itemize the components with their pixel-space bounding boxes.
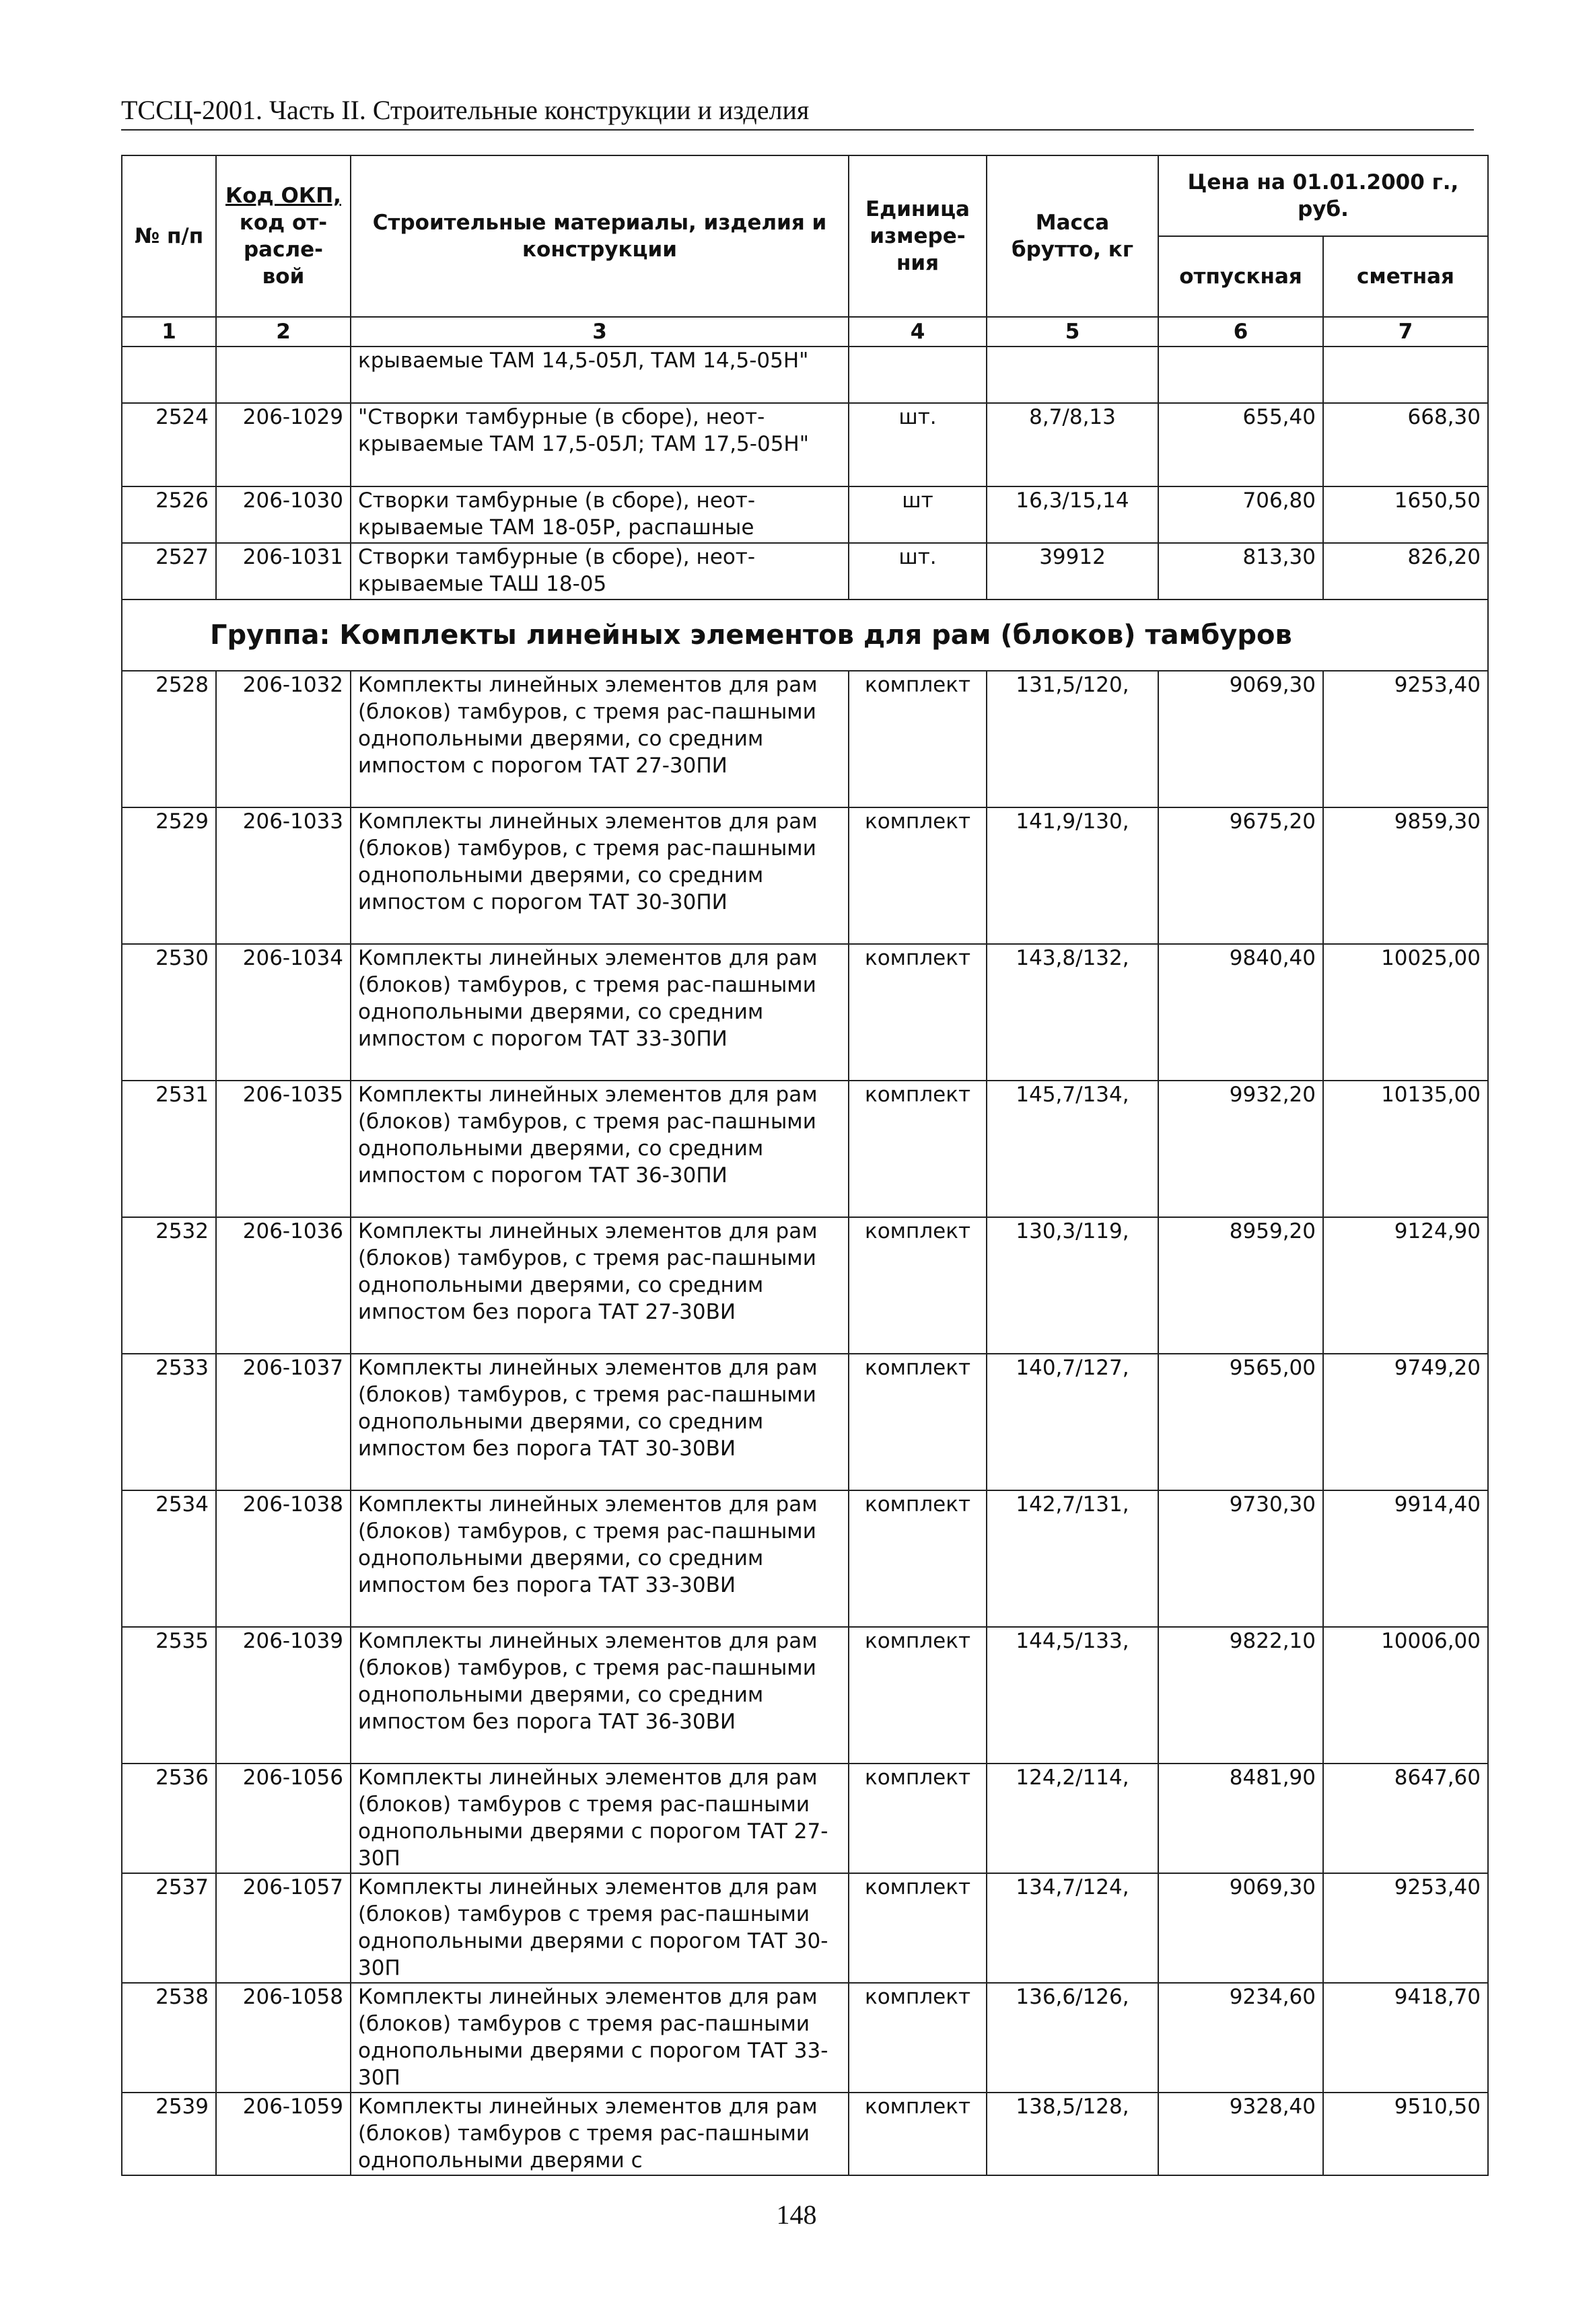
table-body-group: [122, 671, 1488, 2175]
column-number: 1: [122, 317, 216, 347]
row-code: 206-1037: [216, 1354, 351, 1490]
row-release-price: 9565,00: [1158, 1354, 1323, 1490]
column-number: 5: [987, 317, 1158, 347]
row-code: 206-1036: [216, 1217, 351, 1354]
header-price: Цена на 01.01.2000 г., руб.: [1158, 155, 1488, 236]
row-release-price: 8959,20: [1158, 1217, 1323, 1354]
column-number: 7: [1323, 317, 1488, 347]
row-estimate-price: 9914,40: [1323, 1490, 1488, 1627]
row-number: 2536: [122, 1764, 216, 1873]
row-release-price: 9675,20: [1158, 807, 1323, 944]
row-name: Комплекты линейных элементов для рам (блоков) тамбуров, с тремя рас-пашными однопольными дверями, со средним импостом без порога ТАТ 36-30ВИ: [351, 1627, 849, 1764]
row-release-price: 9932,20: [1158, 1081, 1323, 1217]
row-estimate-price: 8647,60: [1323, 1764, 1488, 1873]
row-release-price: 706,80: [1158, 486, 1323, 543]
row-unit: комплект: [849, 1081, 987, 1217]
column-number: 2: [216, 317, 351, 347]
row-estimate-price: 10135,00: [1323, 1081, 1488, 1217]
row-unit: комплект: [849, 807, 987, 944]
row-mass: 131,5/120,: [987, 671, 1158, 807]
row-number: 2528: [122, 671, 216, 807]
row-number: 2527: [122, 543, 216, 600]
row-mass: 8,7/8,13: [987, 403, 1158, 486]
row-mass: 138,5/128,: [987, 2093, 1158, 2175]
header-code: [216, 155, 351, 317]
row-code: 206-1057: [216, 1873, 351, 1983]
row-name: Комплекты линейных элементов для рам (блоков) тамбуров, с тремя рас-пашными однопольными дверями, со средним импостом с порогом ТАТ 36-30ПИ: [351, 1081, 849, 1217]
price-table: [121, 155, 1489, 2176]
column-number: 4: [849, 317, 987, 347]
page-header: ТССЦ-2001. Часть II. Строительные конструкции и изделия: [121, 94, 1474, 131]
row-name: "Створки тамбурные (в сборе), неот-крываемые ТАМ 17,5-05Л; ТАМ 17,5-05Н": [351, 403, 849, 486]
row-estimate-price: 826,20: [1323, 543, 1488, 600]
header-code-rest: код от- расле- вой: [239, 211, 328, 289]
row-mass: 141,9/130,: [987, 807, 1158, 944]
row-name: Комплекты линейных элементов для рам (блоков) тамбуров с тремя рас-пашными однопольными дверями с порогом ТАТ 33-30П: [351, 1983, 849, 2093]
row-estimate-price: 1650,50: [1323, 486, 1488, 543]
row-number: 2524: [122, 403, 216, 486]
header-estimate-price: сметная: [1323, 236, 1488, 317]
row-release-price: [1158, 347, 1323, 403]
row-number: 2533: [122, 1354, 216, 1490]
table-row: [122, 1983, 1488, 2093]
row-release-price: 9069,30: [1158, 671, 1323, 807]
row-unit: шт.: [849, 543, 987, 600]
row-release-price: 655,40: [1158, 403, 1323, 486]
table-row: [122, 807, 1488, 944]
row-number: 2538: [122, 1983, 216, 2093]
row-name: Комплекты линейных элементов для рам (блоков) тамбуров, с тремя рас-пашными однопольными дверями, со средним импостом с порогом ТАТ 30-30ПИ: [351, 807, 849, 944]
row-mass: 143,8/132,: [987, 944, 1158, 1081]
row-code: 206-1035: [216, 1081, 351, 1217]
table-row: [122, 1627, 1488, 1764]
table-row: [122, 543, 1488, 600]
row-estimate-price: 9749,20: [1323, 1354, 1488, 1490]
row-name: Комплекты линейных элементов для рам (блоков) тамбуров, с тремя рас-пашными однопольными дверями, со средним импостом без порога ТАТ 30-30ВИ: [351, 1354, 849, 1490]
row-number: [122, 347, 216, 403]
row-release-price: 813,30: [1158, 543, 1323, 600]
row-code: 206-1030: [216, 486, 351, 543]
row-release-price: 9730,30: [1158, 1490, 1323, 1627]
table-row: [122, 347, 1488, 403]
header-code-title: Код ОКП,: [225, 184, 341, 208]
row-name: Комплекты линейных элементов для рам (блоков) тамбуров с тремя рас-пашными однопольными дверями с порогом ТАТ 30-30П: [351, 1873, 849, 1983]
row-mass: 134,7/124,: [987, 1873, 1158, 1983]
row-number: 2539: [122, 2093, 216, 2175]
row-estimate-price: 9510,50: [1323, 2093, 1488, 2175]
row-code: 206-1034: [216, 944, 351, 1081]
row-unit: [849, 347, 987, 403]
row-name: Комплекты линейных элементов для рам (блоков) тамбуров с тремя рас-пашными однопольными дверями с: [351, 2093, 849, 2175]
row-number: 2537: [122, 1873, 216, 1983]
table-row: [122, 944, 1488, 1081]
row-number: 2534: [122, 1490, 216, 1627]
row-unit: комплект: [849, 671, 987, 807]
row-mass: 124,2/114,: [987, 1764, 1158, 1873]
row-mass: 130,3/119,: [987, 1217, 1158, 1354]
row-code: 206-1059: [216, 2093, 351, 2175]
row-mass: 136,6/126,: [987, 1983, 1158, 2093]
row-estimate-price: 9418,70: [1323, 1983, 1488, 2093]
row-mass: 39912: [987, 543, 1158, 600]
row-code: 206-1056: [216, 1764, 351, 1873]
row-estimate-price: 9253,40: [1323, 671, 1488, 807]
table-row: [122, 2093, 1488, 2175]
column-number: 6: [1158, 317, 1323, 347]
row-name: крываемые ТАМ 14,5-05Л, ТАМ 14,5-05Н": [351, 347, 849, 403]
table-header: [122, 155, 1488, 347]
row-release-price: 9840,40: [1158, 944, 1323, 1081]
table-row: [122, 1354, 1488, 1490]
row-name: Комплекты линейных элементов для рам (блоков) тамбуров с тремя рас-пашными однопольными дверями с порогом ТАТ 27-30П: [351, 1764, 849, 1873]
row-unit: комплект: [849, 1764, 987, 1873]
row-unit: комплект: [849, 944, 987, 1081]
header-num: № п/п: [122, 155, 216, 317]
table-row: [122, 403, 1488, 486]
row-code: [216, 347, 351, 403]
column-numbers-row: [122, 317, 1488, 347]
header-mass: Масса брутто, кг: [987, 155, 1158, 317]
row-unit: комплект: [849, 1627, 987, 1764]
header-release-price: отпускная: [1158, 236, 1323, 317]
row-name: Створки тамбурные (в сборе), неот-крываемые ТАМ 18-05Р, распашные: [351, 486, 849, 543]
row-name: Комплекты линейных элементов для рам (блоков) тамбуров, с тремя рас-пашными однопольными дверями, со средним импостом без порога ТАТ 27-30ВИ: [351, 1217, 849, 1354]
table-row: [122, 1873, 1488, 1983]
row-number: 2532: [122, 1217, 216, 1354]
row-estimate-price: 668,30: [1323, 403, 1488, 486]
row-unit: шт: [849, 486, 987, 543]
row-name: Комплекты линейных элементов для рам (блоков) тамбуров, с тремя рас-пашными однопольными дверями, со средним импостом с порогом ТАТ 27-30ПИ: [351, 671, 849, 807]
group-section: [122, 600, 1488, 671]
row-code: 206-1031: [216, 543, 351, 600]
row-code: 206-1032: [216, 671, 351, 807]
row-code: 206-1038: [216, 1490, 351, 1627]
row-code: 206-1029: [216, 403, 351, 486]
row-number: 2531: [122, 1081, 216, 1217]
table-row: [122, 1764, 1488, 1873]
table-body-top: [122, 347, 1488, 600]
row-unit: шт.: [849, 403, 987, 486]
table-row: [122, 671, 1488, 807]
table-row: [122, 1081, 1488, 1217]
row-estimate-price: 10006,00: [1323, 1627, 1488, 1764]
row-number: 2530: [122, 944, 216, 1081]
table-row: [122, 486, 1488, 543]
header-unit: Единица измере- ния: [849, 155, 987, 317]
row-unit: комплект: [849, 1490, 987, 1627]
row-number: 2526: [122, 486, 216, 543]
row-release-price: 9234,60: [1158, 1983, 1323, 2093]
group-row: [122, 600, 1488, 671]
row-estimate-price: 9253,40: [1323, 1873, 1488, 1983]
row-estimate-price: 9859,30: [1323, 807, 1488, 944]
row-release-price: 9328,40: [1158, 2093, 1323, 2175]
row-release-price: 9822,10: [1158, 1627, 1323, 1764]
row-name: Створки тамбурные (в сборе), неот-крываемые ТАШ 18-05: [351, 543, 849, 600]
header-name: Строительные материалы, изделия и конструкции: [351, 155, 849, 317]
row-release-price: 9069,30: [1158, 1873, 1323, 1983]
row-release-price: 8481,90: [1158, 1764, 1323, 1873]
row-unit: комплект: [849, 1983, 987, 2093]
row-mass: [987, 347, 1158, 403]
group-title: Группа: Комплекты линейных элементов для рам (блоков) тамбуров: [122, 600, 1488, 671]
row-unit: комплект: [849, 1873, 987, 1983]
row-estimate-price: 10025,00: [1323, 944, 1488, 1081]
row-name: Комплекты линейных элементов для рам (блоков) тамбуров, с тремя рас-пашными однопольными дверями, со средним импостом без порога ТАТ 33-30ВИ: [351, 1490, 849, 1627]
row-estimate-price: [1323, 347, 1488, 403]
row-number: 2529: [122, 807, 216, 944]
row-mass: 144,5/133,: [987, 1627, 1158, 1764]
row-name: Комплекты линейных элементов для рам (блоков) тамбуров, с тремя рас-пашными однопольными дверями, со средним импостом с порогом ТАТ 33-30ПИ: [351, 944, 849, 1081]
row-unit: комплект: [849, 2093, 987, 2175]
row-mass: 145,7/134,: [987, 1081, 1158, 1217]
row-code: 206-1058: [216, 1983, 351, 2093]
row-estimate-price: 9124,90: [1323, 1217, 1488, 1354]
row-mass: 140,7/127,: [987, 1354, 1158, 1490]
page-number: 148: [776, 2200, 817, 2230]
row-code: 206-1033: [216, 807, 351, 944]
table-row: [122, 1490, 1488, 1627]
row-code: 206-1039: [216, 1627, 351, 1764]
row-unit: комплект: [849, 1217, 987, 1354]
row-number: 2535: [122, 1627, 216, 1764]
row-mass: 16,3/15,14: [987, 486, 1158, 543]
row-unit: комплект: [849, 1354, 987, 1490]
table-row: [122, 1217, 1488, 1354]
row-mass: 142,7/131,: [987, 1490, 1158, 1627]
column-number: 3: [351, 317, 849, 347]
